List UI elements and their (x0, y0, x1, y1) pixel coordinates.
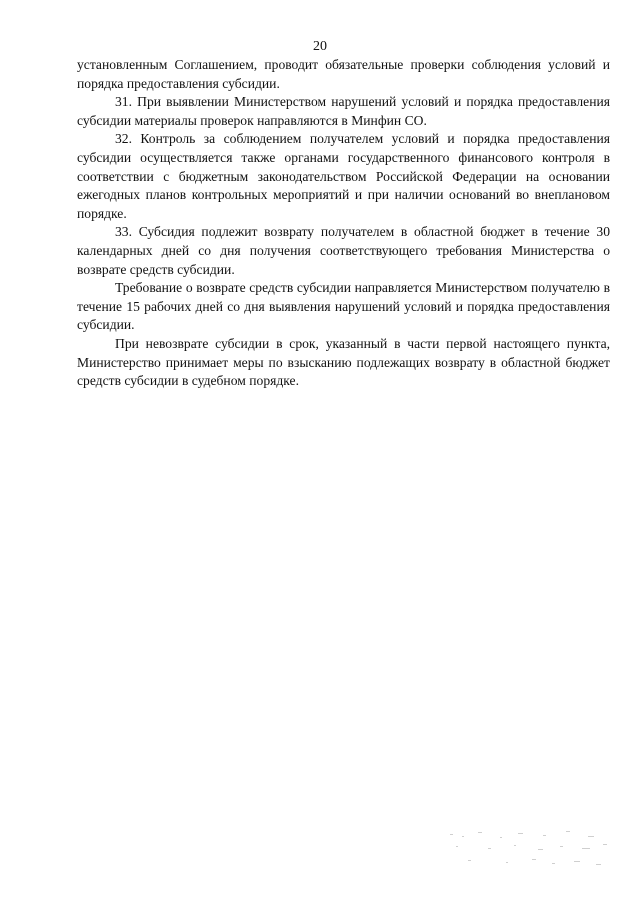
paragraph-33: 33. Субсидия подлежит возврату получателем в областной бюджет в течение 30 календарных дней со дня получения соответствующего требования Министерства о возврате средств субсидии. (77, 224, 610, 277)
paragraph-non-return: При невозврате субсидии в срок, указанный в части первой настоящего пункта, Министерство принимает меры по взысканию подлежащих возврату в областной бюджет средств субсидии в судебном порядке. (77, 335, 610, 389)
paragraph-continuation: установленным Соглашением, проводит обязательные проверки соблюдения условий и порядка предоставления субсидии. (77, 57, 610, 91)
document-body (77, 56, 610, 391)
page-number: 20 (313, 39, 327, 54)
scan-noise-mark (448, 828, 618, 872)
paragraph-32: 32. Контроль за соблюдением получателем условий и порядка предоставления субсидии осуществляется также органами государственного финансового контроля в соответствии с бюджетным законодательством Российской Федерации на основании ежегодных планов контрольных мероприятий и при наличии оснований во внеплановом порядке. (77, 131, 610, 221)
paragraph-31: 31. При выявлении Министерством нарушений условий и порядка предоставления субсидии материалы проверок направляются в Минфин СО. (77, 94, 610, 128)
paragraph-return-demand: Требование о возврате средств субсидии направляется Министерством получателю в течение 15 рабочих дней со дня выявления нарушений условий и порядка предоставления субсидии. (77, 280, 610, 333)
